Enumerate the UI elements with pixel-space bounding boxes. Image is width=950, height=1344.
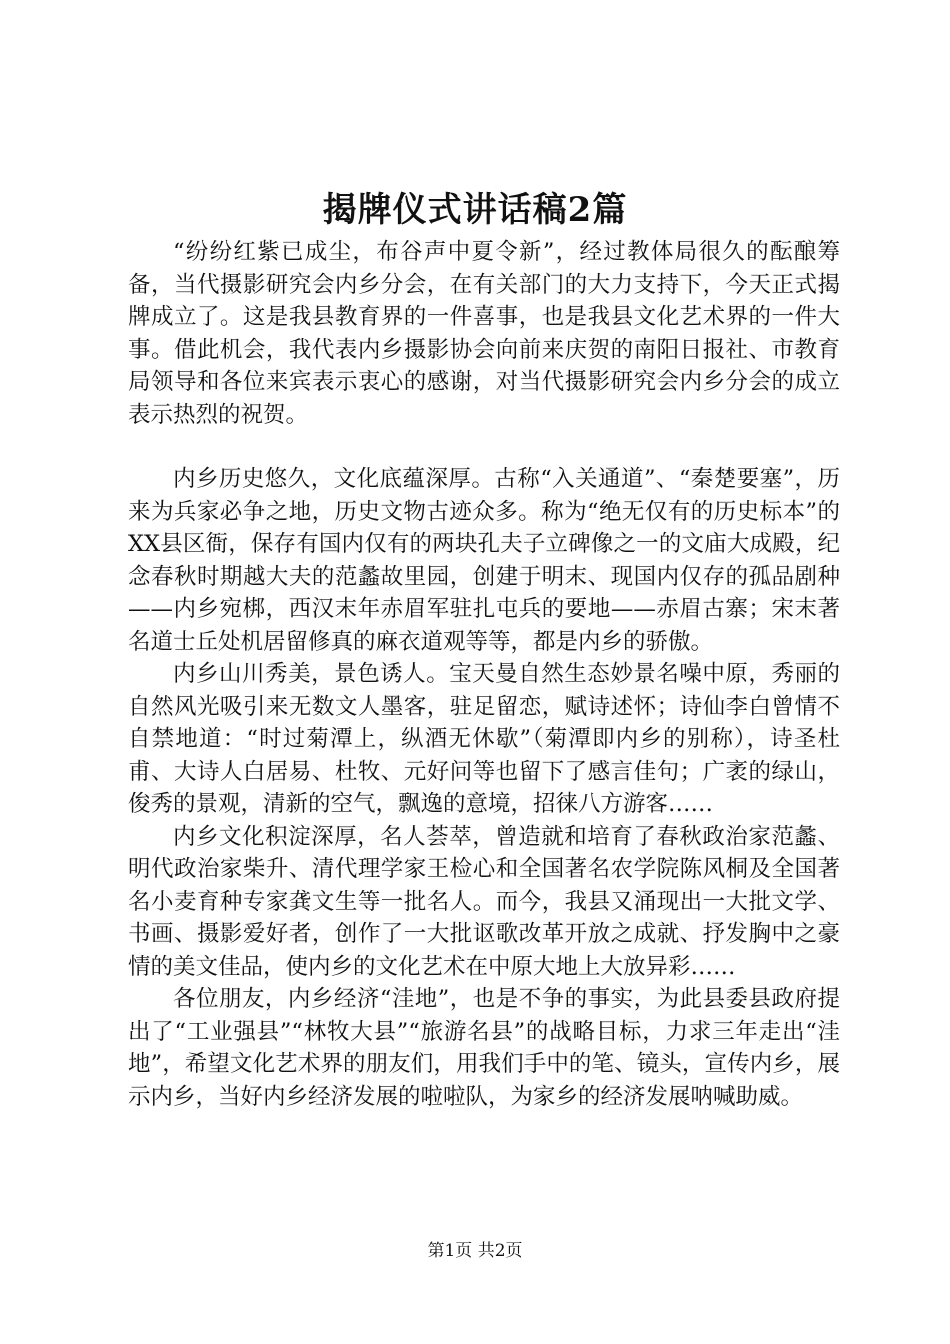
paragraph-culture: 内乡文化积淀深厚，名人荟萃，曾造就和培育了春秋政治家范蠡、明代政治家柴升、清代理学家王检心和全国著名农学院陈风桐及全国著名小麦育种专家龚文生等一批名人。而今，我县又涌现出一大批文学、书画、摄影爱好者，创作了一大批讴歌改革开放之成就、抒发胸中之豪情的美文佳品，使内乡的文化艺术在中原大地上大放异彩…… xyxy=(128,823,840,980)
document-title: 揭牌仪式讲话稿2篇 xyxy=(322,190,628,230)
page-number-footer: 第1页 共2页 xyxy=(427,1241,523,1261)
paragraph-opening: “纷纷红紫已成尘，布谷声中夏令新”，经过教体局很久的酝酿筹备，当代摄影研究会内乡分会，在有关部门的大力支持下，今天正式揭牌成立了。这是我县教育界的一件喜事，也是我县文化艺术界的一件大事。借此机会，我代表内乡摄影协会向前来庆贺的南阳日报社、市教育局领导和各位来宾表示衷心的感谢，对当代摄影研究会内乡分会的成立表示热烈的祝贺。 xyxy=(128,239,840,428)
paragraph-economy: 各位朋友，内乡经济“洼地”，也是不争的事实，为此县委县政府提出了“工业强县”“林牧大县”“旅游名县”的战略目标，力求三年走出“洼地”，希望文化艺术界的朋友们，用我们手中的笔、镜头，宣传内乡，展示内乡，当好内乡经济发展的啦啦队，为家乡的经济发展呐喊助威。 xyxy=(128,986,840,1110)
paragraph-scenery: 内乡山川秀美，景色诱人。宝天曼自然生态妙景名噪中原，秀丽的自然风光吸引来无数文人墨客，驻足留恋，赋诗述怀；诗仙李白曾情不自禁地道：“时过菊潭上，纵酒无休歇”（菊潭即内乡的别称），诗圣杜甫、大诗人白居易、杜牧、元好问等也留下了感言佳句；广袤的绿山，俊秀的景观，清新的空气，飘逸的意境，招徕八方游客…… xyxy=(128,661,840,817)
paragraph-history: 内乡历史悠久，文化底蕴深厚。古称“入关通道”、“秦楚要塞”，历来为兵家必争之地，历史文物古迹众多。称为“绝无仅有的历史标本”的XX县区衙，保存有国内仅有的两块孔夫子立碑像之一的文庙大成殿，纪念春秋时期越大夫的范蠡故里园，创建于明末、现国内仅存的孤品剧种——内乡宛梆，西汉末年赤眉军驻扎屯兵的要地——赤眉古寨；宋末著名道士丘处机居留修真的麻衣道观等等，都是内乡的骄傲。 xyxy=(128,466,840,655)
document-body xyxy=(128,236,840,1113)
